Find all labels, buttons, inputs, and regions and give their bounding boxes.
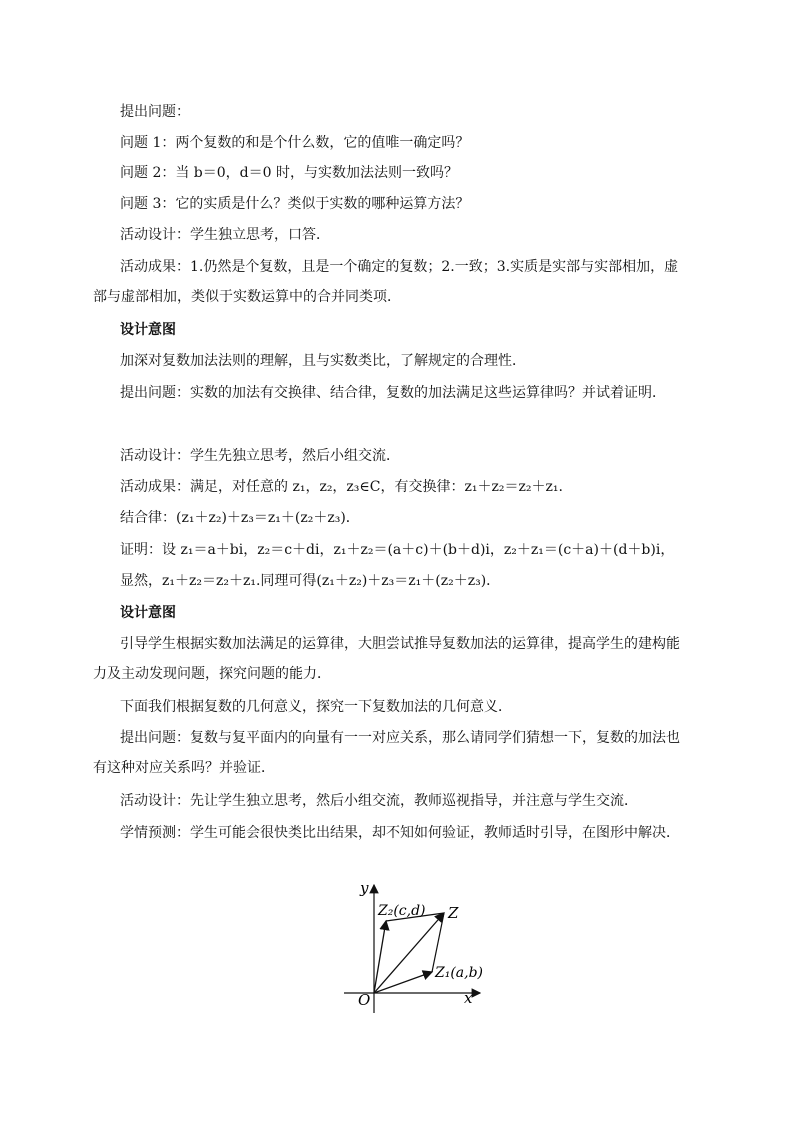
paragraph: 问题 3：它的实质是什么？类似于实数的哪种运算方法？ <box>120 196 470 212</box>
paragraph: 活动设计：学生先独立思考，然后小组交流． <box>120 448 400 464</box>
paragraph: 活动成果：1.仍然是个复数，且是一个确定的复数；2.一致；3.实质是实部与实部相加，虚部与虚部相加，类似于实数运算中的合并同类项． <box>93 259 679 305</box>
paragraph: 活动设计：学生独立思考，口答． <box>120 227 330 243</box>
paragraph: 问题 2：当 b＝0，d＝0 时，与实数加法法则一致吗？ <box>120 165 458 181</box>
paragraph: 活动设计：先让学生独立思考，然后小组交流，教师巡视指导，并注意与学生交流． <box>120 793 638 809</box>
paragraph: 问题 1：两个复数的和是个什么数，它的值唯一确定吗？ <box>120 135 470 151</box>
paragraph: 提出问题：复数与复平面内的向量有一一对应关系，那么请同学们猜想一下，复数的加法也有这种对应关系吗？并验证． <box>93 730 680 776</box>
origin-label: O <box>358 991 371 1009</box>
paragraph: 活动成果：满足，对任意的 z₁，z₂，z₃∈C，有交换律：z₁＋z₂＝z₂＋z₁. <box>120 479 563 495</box>
paragraph: 提出问题： <box>120 104 190 120</box>
paragraph: 结合律：(z₁＋z₂)＋z₃＝z₁＋(z₂＋z₃)． <box>120 510 360 526</box>
x-axis-label: x <box>464 989 473 1007</box>
point-z-label: Z <box>448 904 459 922</box>
section-heading: 设计意图 <box>120 605 176 621</box>
side-z1-z <box>432 913 444 972</box>
y-axis-label: y <box>360 879 369 897</box>
point-z1-label: Z₁(a,b) <box>435 965 484 981</box>
section-heading: 设计意图 <box>120 322 176 338</box>
paragraph: 下面我们根据复数的几何意义，探究一下复数加法的几何意义． <box>120 699 512 715</box>
paragraph: 显然，z₁＋z₂＝z₂＋z₁.同理可得(z₁＋z₂)＋z₃＝z₁＋(z₂＋z₃)． <box>120 573 501 589</box>
point-z2-label: Z₂(c,d) <box>378 903 426 919</box>
paragraph: 引导学生根据实数加法满足的运算律，大胆尝试推导复数加法的运算律，提高学生的建构能力及主动发现问题，探究问题的能力． <box>93 636 680 682</box>
paragraph: 证明：设 z₁＝a＋bi，z₂＝c＋di，z₁＋z₂＝(a＋c)＋(b＋d)i，z₂＋z₁＝(c＋a)＋(d＋b)i， <box>120 542 675 558</box>
paragraph: 加深对复数加法法则的理解，且与实数类比，了解规定的合理性． <box>120 353 526 369</box>
paragraph: 提出问题：实数的加法有交换律、结合律，复数的加法满足这些运算律吗？并试着证明． <box>120 385 666 401</box>
paragraph: 学情预测：学生可能会很快类比出结果，却不知如何验证，教师适时引导，在图形中解决． <box>120 825 680 841</box>
vector-addition-figure <box>340 875 490 1015</box>
